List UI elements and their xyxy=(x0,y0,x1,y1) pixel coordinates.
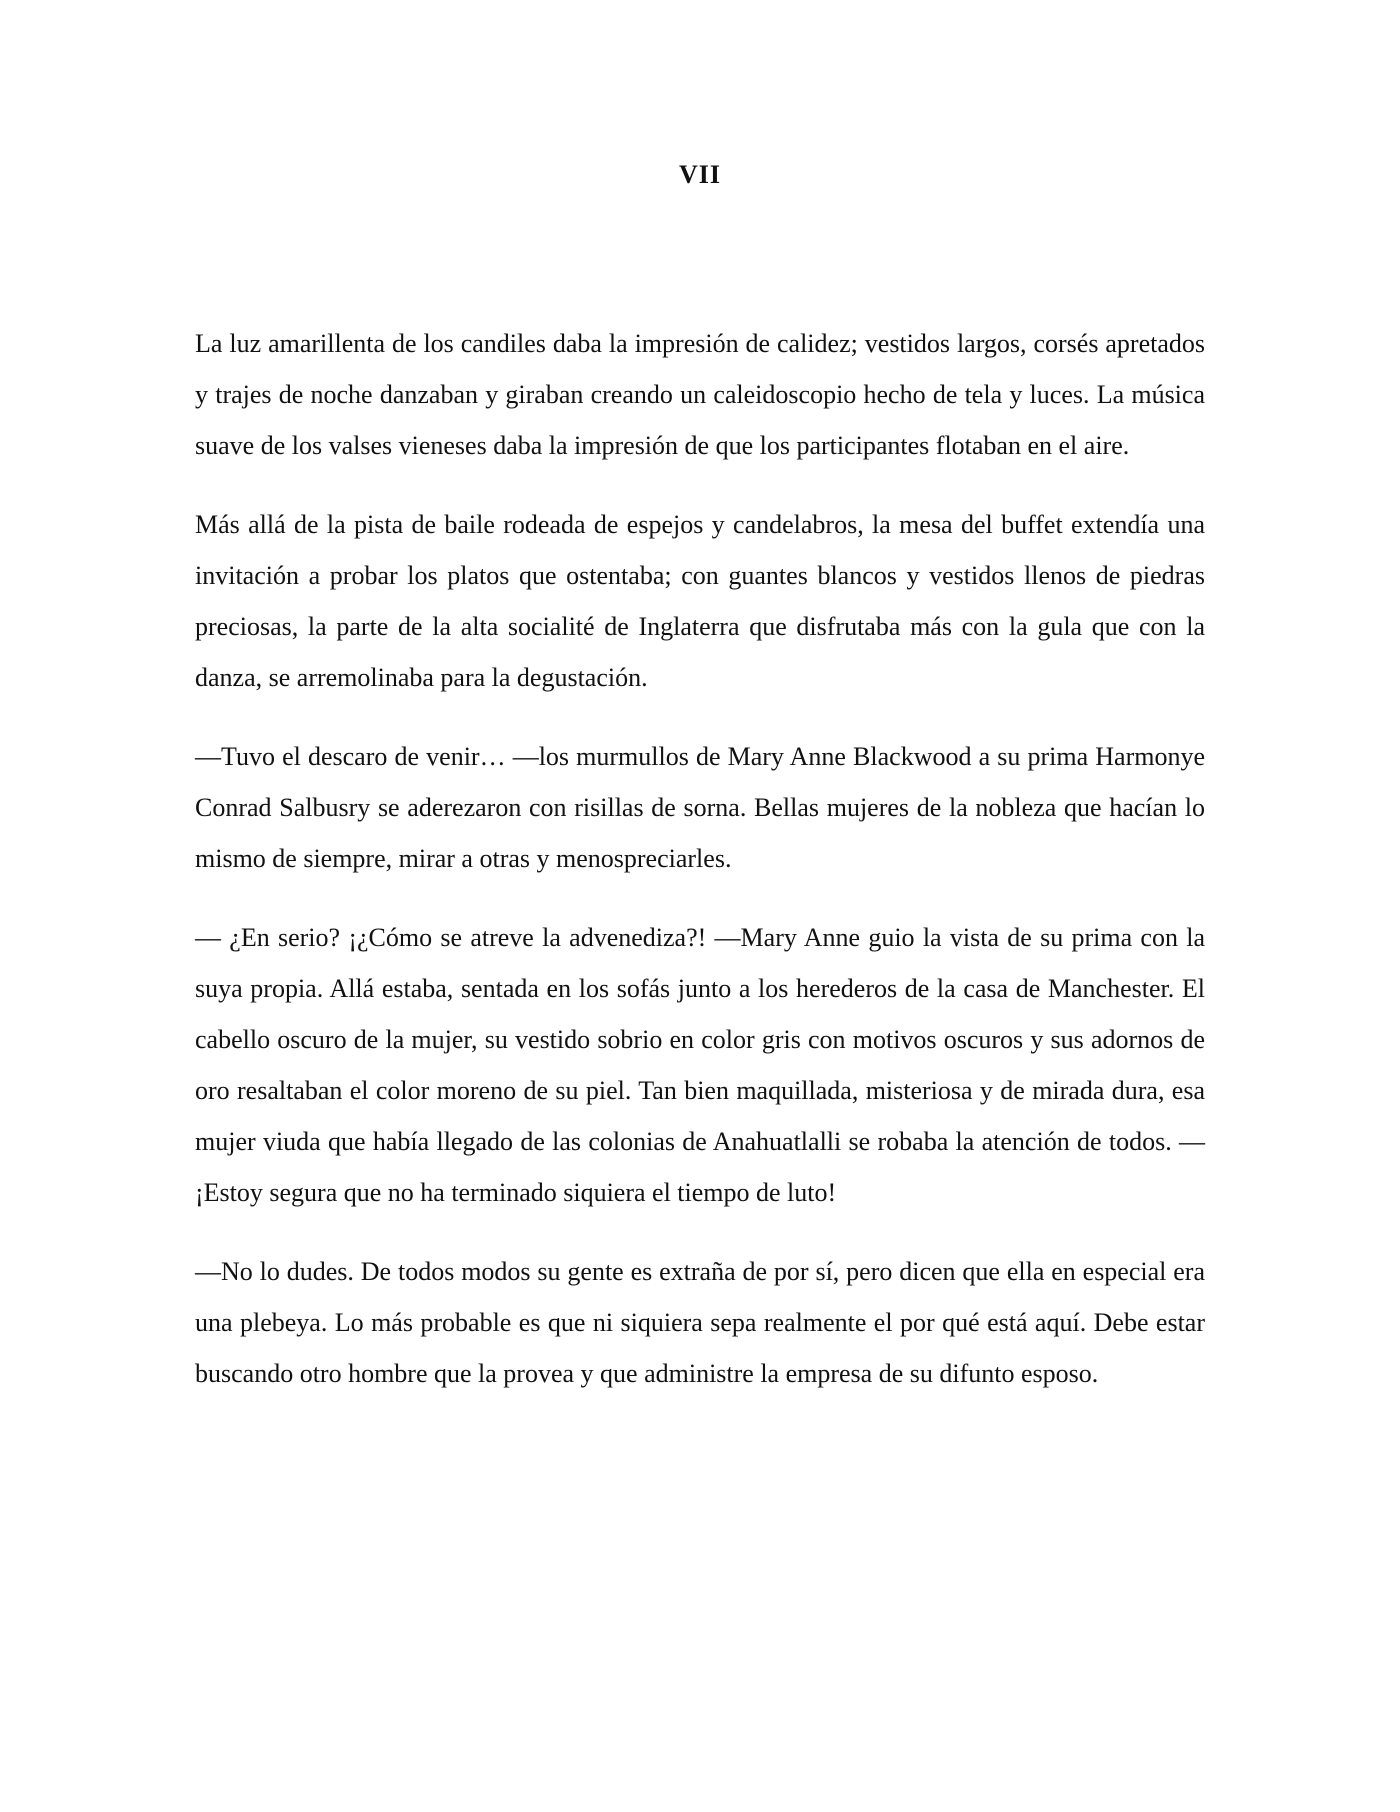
chapter-body xyxy=(195,318,1205,1427)
paragraph-4: — ¿En serio? ¡¿Cómo se atreve la advenediza?! —Mary Anne guio la vista de su prima con la suya propia. Allá estaba, sentada en los sofás junto a los herederos de la casa de Manchester. El cabello oscuro de la mujer, su vestido sobrio en color gris con motivos oscuros y sus adornos de oro resaltaban el color moreno de su piel. Tan bien maquillada, misteriosa y de mirada dura, esa mujer viuda que había llegado de las colonias de Anahuatlalli se robaba la atención de todos. — ¡Estoy segura que no ha terminado siquiera el tiempo de luto! xyxy=(195,923,1205,1207)
paragraph-3: —Tuvo el descaro de venir… —los murmullos de Mary Anne Blackwood a su prima Harmonye Conrad Salbusry se aderezaron con risillas de sorna. Bellas mujeres de la nobleza que hacían lo mismo de siempre, mirar a otras y menospreciarles. xyxy=(195,742,1205,873)
chapter-title: VII xyxy=(678,160,721,189)
paragraph-1: La luz amarillenta de los candiles daba la impresión de calidez; vestidos largos, corsés apretados y trajes de noche danzaban y giraban creando un caleidoscopio hecho de tela y luces. La música suave de los valses vieneses daba la impresión de que los participantes flotaban en el aire. xyxy=(195,329,1205,460)
paragraph-2: Más allá de la pista de baile rodeada de espejos y candelabros, la mesa del buffet extendía una invitación a probar los platos que ostentaba; con guantes blancos y vestidos llenos de piedras preciosas, la parte de la alta socialité de Inglaterra que disfrutaba más con la gula que con la danza, se arremolinaba para la degustación. xyxy=(195,510,1205,692)
paragraph-5: —No lo dudes. De todos modos su gente es extraña de por sí, pero dicen que ella en especial era una plebeya. Lo más probable es que ni siquiera sepa realmente el por qué está aquí. Debe estar buscando otro hombre que la provea y que administre la empresa de su difunto esposo. xyxy=(195,1257,1205,1388)
